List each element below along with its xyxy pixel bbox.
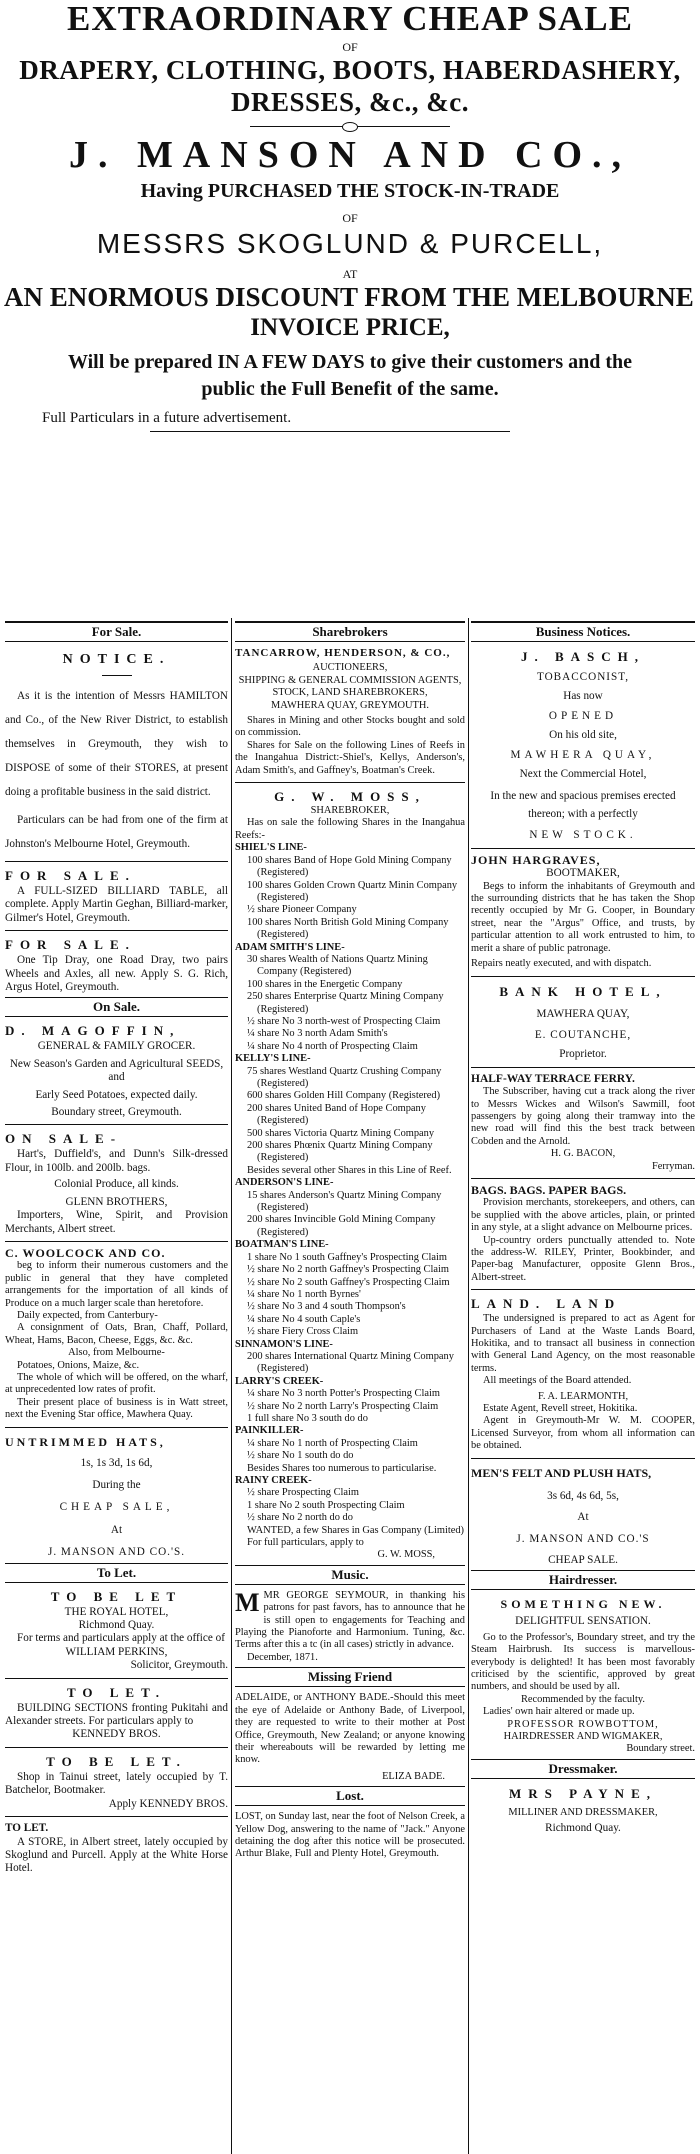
tancarrow-body-2: Shares for Sale on the following Lines of Reefs in the Inangahua District:-Shiel's, Kellys, Anderson's, Adam Smith's, and Gaffney's, Boatman's Creek. — [235, 739, 465, 776]
to-be-let-title-2: TO BE LET. — [46, 1753, 187, 1769]
section-on-sale: On Sale. — [5, 997, 228, 1017]
divider — [471, 848, 695, 849]
drop-cap: M — [235, 1587, 260, 1617]
music-date: December, 1871. — [247, 1651, 318, 1663]
woolcock-title: C. WOOLCOCK AND CO. — [5, 1245, 166, 1260]
anderson-list — [235, 1190, 465, 1240]
section-missing-friend: Missing Friend — [235, 1667, 465, 1687]
share-item: ½ share No 3 and 4 south Thompson's — [247, 1301, 406, 1313]
dray-body: One Tip Dray, one Road Dray, two pairs Wheels and Axles, all new. Apply S. G. Rich, Argus Hotel, Greymouth. — [5, 954, 228, 994]
banner-of-2: OF — [342, 211, 358, 225]
basch-next: Next the Commercial Hotel, — [519, 768, 647, 781]
ferry-body: The Subscriber, having cut a track along the river to Messrs Wickes and Wilson's Sawmill, foot passengers by going along their tramway into the new road will find this the best track between Cobden and the Arnold. — [471, 1086, 695, 1147]
adam-head: ADAM SMITH'S LINE- — [235, 941, 345, 953]
billiard-ad — [5, 867, 228, 925]
lost-body: LOST, on Sunday last, near the foot of Nelson Creek, a Yellow Dog, answering to the name of "Jack." Anyone detaining the dog after this notice will be prosecuted. Arthur Blake, Full and Plenty Hotel, Greymouth. — [235, 1811, 465, 1860]
divider — [235, 782, 465, 783]
banner-at: AT — [342, 267, 358, 281]
tancarrow-ad — [235, 647, 465, 777]
notice-body-2: Particulars can be had from one of the firm at Johnston's Melbourne Hotel, Greymouth. — [5, 814, 228, 850]
share-item: 100 shares Band of Hope Gold Mining Company (Registered) — [247, 854, 452, 879]
divider — [5, 930, 228, 931]
on-sale-body-2: Colonial Produce, all kinds. — [54, 1178, 179, 1191]
divider — [471, 1178, 695, 1179]
share-item: ¼ share No 4 north of Prospecting Claim — [247, 1040, 418, 1052]
basch-body: In the new and spacious premises erected thereon; with a perfectly — [490, 790, 676, 821]
bank-hotel-title: BANK HOTEL, — [499, 983, 667, 999]
tancarrow-body-1: Shares in Mining and other Stocks bought and sold on commission. — [235, 715, 465, 739]
missing-ad — [235, 1692, 465, 1783]
basch-opened: OPENED — [548, 709, 618, 722]
boatman-head: BOATMAN'S LINE- — [235, 1239, 329, 1251]
divider — [5, 1747, 228, 1748]
divider — [5, 1678, 228, 1679]
music-body: MR GEORGE SEYMOUR, in thanking his patrons for past favors, has to announce that he is still open to engagements for Teaching and Playing the Pianoforte and Harmonium. Tuning, &c. Terms after this a tc (in all cases) strictly in advance. — [235, 1589, 465, 1651]
share-item: ½ share No 3 north-west of Prospecting Claim — [247, 1015, 441, 1027]
share-item: ¼ share No 3 north Adam Smith's — [247, 1028, 388, 1040]
share-item: ½ share No 2 north do do — [247, 1512, 353, 1524]
sinnamon-list — [235, 1351, 465, 1376]
royal-hotel-quay: Richmond Quay. — [78, 1619, 155, 1632]
hair-name: PROFESSOR ROWBOTTOM, — [507, 1718, 659, 1730]
shiel-head: SHIEL'S LINE- — [235, 842, 307, 854]
for-sale-title-1: FOR SALE. — [5, 868, 136, 883]
divider — [5, 861, 228, 862]
classified-columns — [0, 618, 700, 2154]
perkins-name: WILLIAM PERKINS, — [65, 1645, 168, 1658]
dray-ad — [5, 936, 228, 994]
bank-hotel-quay: MAWHERA QUAY, — [536, 1007, 630, 1020]
basch-sub: TOBACCONIST, — [536, 671, 630, 683]
share-item: 75 shares Westland Quartz Crushing Company (Registered) — [247, 1065, 442, 1089]
moss-title: G. W. MOSS, — [274, 789, 426, 805]
share-item: 1 share No 1 south Gaffney's Prospecting Claim — [247, 1251, 447, 1263]
woolcock-body: beg to inform their numerous customers and the public in general that they have completed arrangements for the importation of all kinds of Produce on a much larger scale than heretofore. — [5, 1260, 228, 1309]
section-lost: Lost. — [235, 1786, 465, 1806]
share-item: 250 shares Enterprise Quartz Mining Company (Registered) — [247, 991, 444, 1015]
hair-body: Go to the Professor's, Boundary street, and try the Steam Hairbrush. Its success is marvellous-everybody is delighted! It has been most favorably criticised by the scientific, approved by great numbers, and should be used by all. — [471, 1631, 695, 1693]
bags-body-2: Up-country orders punctually attended to. Note the address-W. RILEY, Printer, Bookbinder, and Paper-bag Manufacturer, opposite Glenn Bros., Albert-street. — [471, 1234, 695, 1283]
divider — [5, 1427, 228, 1428]
adam-list — [235, 954, 465, 1053]
kennedy-name-2: Apply KENNEDY BROS. — [108, 1797, 228, 1810]
moss-sign: G. W. MOSS, — [377, 1549, 435, 1561]
tancarrow-addr: MAWHERA QUAY, GREYMOUTH. — [271, 699, 429, 711]
share-item: ½ share No 2 south Gaffney's Prospecting Claim — [247, 1276, 450, 1288]
moss-sub: SHAREBROKER, — [310, 805, 390, 817]
banner-invoice: INVOICE PRICE, — [250, 314, 450, 341]
share-item: ¼ share No 3 north Potter's Prospecting Claim — [247, 1388, 440, 1400]
divider — [5, 1241, 228, 1242]
banner-of: OF — [342, 40, 358, 54]
tancarrow-sub-1: AUCTIONEERS, — [312, 662, 388, 674]
bank-hotel-role: Proprietor. — [559, 1048, 607, 1061]
felt-hats-ad — [471, 1464, 695, 1568]
share-item: ½ share Fiery Cross Claim — [247, 1326, 359, 1338]
hair-sub: DELIGHTFUL SENSATION. — [515, 1615, 651, 1628]
divider — [471, 976, 695, 977]
hargraves-body: Begs to inform the inhabitants of Greymouth and the surrounding districts that he has taken the Shop recently occupied by Mr G. Cooper, in Boundary street, near the "Argus" Office, and trusts, by particular attention to all work entrusted to him, to merit a share of public patronage. — [471, 880, 695, 954]
hargraves-title: JOHN HARGRAVES, — [471, 852, 601, 867]
share-item: 100 shares Golden Crown Quartz Minin Company (Registered) — [247, 879, 458, 903]
land-body: The undersigned is prepared to act as Agent for Purchasers of Land at the Waste Lands Board, Hokitika, and to transact all business in connection with General Land Agency, on the most reasonable terms. — [471, 1313, 695, 1374]
rainy-head: RAINY CREEK- — [235, 1475, 312, 1486]
lost-ad — [235, 1811, 465, 1861]
felt-hats-prices: 3s 6d, 4s 6d, 5s, — [547, 1489, 619, 1502]
music-ad — [235, 1587, 465, 1664]
shiel-list — [235, 855, 465, 942]
boatman-list — [235, 1252, 465, 1339]
banner-firm: J. MANSON AND CO., — [68, 134, 632, 176]
woolcock-body-3: Potatoes, Onions, Maize, &c. — [17, 1359, 140, 1371]
ferry-title: HALF-WAY TERRACE FERRY. — [471, 1072, 635, 1085]
woolcock-body-5: Their present place of business is in Watt street, next the Evening Star office, Mawhera Quay. — [5, 1396, 228, 1421]
banner-will-2: public the Full Benefit of the same. — [201, 378, 499, 400]
sale-banner — [0, 0, 700, 432]
share-item: Besides Shares too numerous to particularise. — [247, 1462, 437, 1474]
shop-body: Shop in Tainui street, lately occupied by T. Batchelor, Bootmaker. — [5, 1770, 228, 1797]
share-item: 500 shares Victoria Quartz Mining Company — [247, 1127, 435, 1139]
section-business-notices: Business Notices. — [471, 621, 695, 642]
land-name: F. A. LEARMONTH, — [537, 1390, 629, 1402]
divider — [5, 1124, 228, 1125]
share-item: ¼ share No 1 north Byrnes' — [247, 1288, 361, 1300]
building-sections-ad — [5, 1684, 228, 1742]
tancarrow-sub-2: SHIPPING & GENERAL COMMISSION AGENTS, — [238, 674, 462, 686]
missing-body: ADELAIDE, or ANTHONY BADE.-Should this meet the eye of Adelaide or Anthony Bade, of Liverpool, they are requested to write to their mother at Post Office, Greymouth, New Zealand; or anyone knowing their whereabouts will be rewarded by letting me know. — [235, 1692, 465, 1766]
share-item: ½ share No 2 north Larry's Prospecting Claim — [247, 1400, 439, 1412]
to-let-title: TO LET. — [66, 1684, 167, 1700]
royal-hotel-ad — [5, 1588, 228, 1673]
share-item: 200 shares United Band of Hope Company (Registered) — [247, 1102, 426, 1127]
land-title: LAND. LAND — [471, 1296, 622, 1312]
painkiller-head: PAINKILLER- — [235, 1425, 304, 1437]
woolcock-body-4: The whole of which will be offered, on the wharf, at unprecedented low rates of profit. — [5, 1371, 228, 1396]
kelly-head: KELLY'S LINE- — [235, 1053, 311, 1065]
notice-title: NOTICE. — [62, 652, 171, 667]
banner-discount: AN ENORMOUS DISCOUNT FROM THE MELBOURNE — [4, 282, 694, 312]
divider — [471, 1458, 695, 1459]
share-item: ¼ share No 1 north of Prospecting Claim — [247, 1437, 418, 1449]
on-sale-body: Hart's, Duffield's, and Dunn's Silk-dressed Flour, in 100lb. and 200lb. bags. — [5, 1148, 228, 1174]
land-ad — [471, 1295, 695, 1452]
land-meet: All meetings of the Board attended. — [483, 1375, 632, 1387]
on-sale-title: ON SALE- — [5, 1131, 123, 1147]
to-let-title-2: TO LET. — [5, 1822, 49, 1835]
section-hairdresser: Hairdresser. — [471, 1570, 695, 1590]
banner-having: Having PURCHASED THE STOCK-IN-TRADE — [140, 180, 560, 202]
dress-title: MRS PAYNE, — [508, 1785, 657, 1801]
kennedy-name: KENNEDY BROS. — [72, 1728, 161, 1741]
painkiller-list — [235, 1438, 465, 1475]
dress-role: MILLINER AND DRESSMAKER, — [508, 1806, 658, 1818]
hair-addr: Boundary street. — [626, 1743, 695, 1755]
felt-hats-firm: J. MANSON AND CO.'S — [516, 1532, 650, 1545]
banner-rule — [150, 431, 510, 432]
divider — [5, 1816, 228, 1817]
land-agent: Agent in Greymouth-Mr W. M. COOPER, Licensed Surveyor, from whom all information can be obtained. — [471, 1415, 695, 1452]
share-item: 1 share No 2 south Prospecting Claim — [247, 1499, 405, 1511]
moss-wanted: WANTED, a few Shares in Gas Company (Limited) — [247, 1524, 464, 1536]
share-item: ½ share No 1 south do do — [247, 1450, 354, 1462]
divider — [471, 1289, 695, 1290]
larry-head: LARRY'S CREEK- — [235, 1375, 324, 1387]
hargraves-sub: BOOTMAKER, — [546, 867, 620, 880]
section-sharebrokers: Sharebrokers — [235, 621, 465, 642]
bags-title: BAGS. BAGS. PAPER BAGS. — [471, 1182, 627, 1197]
ornament-rule — [250, 126, 450, 127]
hargraves-repairs: Repairs neatly executed, and with dispatch. — [471, 958, 652, 970]
magoffin-sub: GENERAL & FAMILY GROCER. — [37, 1040, 196, 1053]
magoffin-title: D. MAGOFFIN, — [5, 1023, 181, 1039]
hair-body-3: Ladies' own hair altered or made up. — [483, 1706, 635, 1718]
store-ad — [5, 1822, 228, 1876]
section-music: Music. — [235, 1565, 465, 1585]
divider — [471, 1067, 695, 1068]
ferry-ad — [471, 1073, 695, 1173]
share-item: 15 shares Anderson's Quartz Mining Company (Registered) — [247, 1189, 442, 1214]
hats-title: UNTRIMMED HATS, — [5, 1434, 166, 1449]
section-dressmaker: Dressmaker. — [471, 1759, 695, 1779]
hair-title: SOMETHING NEW. — [500, 1597, 666, 1612]
bank-hotel-ad — [471, 982, 695, 1062]
billiard-body: A FULL-SIZED BILLIARD TABLE, all complete. Apply Martin Geghan, Billiard-marker, Gilmer's Hotel, Greymouth. — [5, 885, 228, 924]
column-2 — [235, 618, 465, 2154]
bags-ad — [471, 1184, 695, 1284]
share-item: ¼ share No 4 south Caple's — [247, 1313, 361, 1325]
bank-hotel-name: E. COUTANCHE, — [534, 1028, 632, 1041]
hats-firm: J. MANSON AND CO.'S. — [47, 1546, 186, 1559]
glenn-addr: Importers, Wine, Spirit, and Provision Merchants, Albert street. — [5, 1209, 228, 1235]
moss-full: For full particulars, apply to — [247, 1537, 364, 1549]
to-be-let-title: TO BE LET — [50, 1588, 183, 1604]
ferry-role: Ferryman. — [652, 1160, 695, 1172]
column-1 — [5, 618, 228, 2154]
rainy-list — [235, 1487, 465, 1524]
dress-addr: Richmond Quay. — [545, 1822, 621, 1835]
store-body: A STORE, in Albert street, lately occupied by Skoglund and Purcell. Apply at the White Horse Hotel. — [5, 1835, 228, 1875]
share-item: 200 shares Invincible Gold Mining Company (Registered) — [247, 1214, 436, 1238]
woolcock-body-2: A consignment of Oats, Bran, Chaff, Pollard, Wheat, Hams, Bacon, Cheese, Eggs, &c. &c. — [5, 1322, 228, 1346]
moss-intro: Has on sale the following Shares in the Inangahua Reefs:- — [235, 817, 465, 841]
banner-goods-2: DRESSES, &c., &c. — [230, 87, 469, 117]
tancarrow-sub-3: STOCK, LAND SHAREBROKERS, — [272, 687, 428, 699]
for-sale-title-2: FOR SALE. — [5, 937, 136, 953]
basch-quay: MAWHERA QUAY, — [510, 748, 656, 761]
shop-ad — [5, 1753, 228, 1811]
building-sections-body: BUILDING SECTIONS fronting Pukitahi and Alexander streets. For particulars apply to — [5, 1701, 228, 1728]
short-rule — [102, 675, 132, 676]
hair-role: HAIRDRESSER AND WIGMAKER, — [503, 1730, 663, 1742]
share-item: 100 shares in the Energetic Company — [247, 978, 403, 990]
felt-hats-sale: CHEAP SALE. — [548, 1553, 618, 1566]
felt-hats-at: At — [577, 1511, 589, 1524]
hair-body-2: Recommended by the faculty. — [521, 1693, 645, 1705]
magoffin-addr: Boundary street, Greymouth. — [51, 1106, 182, 1119]
royal-hotel-body: For terms and particulars apply at the office of — [17, 1632, 225, 1645]
moss-ad — [235, 788, 465, 1562]
glenn-ad — [5, 1130, 228, 1235]
share-item: ½ share Pioneer Company — [247, 904, 357, 916]
felt-hats-title: MEN'S FELT AND PLUSH HATS, — [471, 1465, 652, 1480]
magoffin-body: New Season's Garden and Agricultural SEEDS, and — [9, 1057, 224, 1084]
basch-old: On his old site, — [549, 729, 617, 742]
woolcock-ad — [5, 1247, 228, 1422]
share-item: ½ share Prospecting Claim — [247, 1487, 359, 1499]
ferry-name: H. G. BACON, — [550, 1148, 616, 1160]
magoffin-body-2: Early Seed Potatoes, expected daily. — [35, 1088, 198, 1101]
share-item: Besides several other Shares in this Line of Reef. — [247, 1164, 452, 1176]
hats-sale: CHEAP SALE, — [59, 1501, 174, 1514]
missing-sign: ELIZA BADE. — [382, 1770, 445, 1782]
share-item: 200 shares International Quartz Mining Company (Registered) — [247, 1350, 454, 1375]
land-addr: Estate Agent, Revell street, Hokitika. — [483, 1403, 638, 1415]
hats-during: During the — [92, 1479, 141, 1491]
banner-headline: EXTRAORDINARY CHEAP SALE — [67, 0, 633, 38]
share-item: 30 shares Wealth of Nations Quartz Mining Company (Registered) — [247, 953, 428, 978]
hats-at: At — [110, 1523, 123, 1536]
notice-body: As it is the intention of Messrs HAMILTON and Co., of the New River District, to establish themselves in Greymouth, they wish to DISPOSE of some of their STORES, at present doing a profitable business in the said district. — [5, 690, 228, 798]
royal-hotel-name: THE ROYAL HOTEL, — [64, 1605, 169, 1618]
banner-will-1: Will be prepared IN A FEW DAYS to give their customers and the — [67, 351, 633, 373]
section-for-sale: For Sale. — [5, 621, 228, 642]
bags-body: Provision merchants, storekeepers, and others, can be supplied with the above articles, plain, or printed in any style, at a slight advance on Melbourne prices. — [471, 1197, 695, 1234]
anderson-head: ANDERSON'S LINE- — [235, 1177, 334, 1189]
share-item: ½ share No 2 north Gaffney's Prospecting Claim — [247, 1264, 449, 1276]
share-item: 600 shares Golden Hill Company (Registered) — [247, 1090, 441, 1102]
share-item: 1 full share No 3 south do do — [247, 1412, 368, 1424]
share-item: 100 shares North British Gold Mining Company (Registered) — [247, 916, 449, 941]
basch-stock: NEW STOCK. — [529, 829, 637, 842]
basch-has: Has now — [563, 690, 603, 703]
glenn-firm: GLENN BROTHERS, — [65, 1195, 168, 1208]
column-3 — [471, 618, 695, 2154]
section-to-let: To Let. — [5, 1563, 228, 1583]
basch-title: J. BASCH, — [520, 649, 646, 664]
hats-ad — [5, 1433, 228, 1560]
larry-list — [235, 1388, 465, 1425]
tancarrow-title: TANCARROW, HENDERSON, & CO., — [235, 647, 451, 659]
hats-prices: 1s, 1s 3d, 1s 6d, — [80, 1456, 153, 1469]
kelly-list — [235, 1066, 465, 1178]
banner-full-particulars: Full Particulars in a future advertisement. — [42, 410, 292, 426]
share-item: 200 shares Phœnix Quartz Mining Company (Registered) — [247, 1140, 433, 1164]
basch-ad — [471, 647, 695, 843]
hargraves-ad — [471, 854, 695, 971]
woolcock-daily: Daily expected, from Canterbury- — [17, 1309, 158, 1321]
dressmaker-ad — [471, 1784, 695, 1836]
notice-ad — [5, 647, 228, 856]
banner-goods: DRAPERY, CLOTHING, BOOTS, HABERDASHERY, — [19, 55, 681, 85]
perkins-role: Solicitor, Greymouth. — [130, 1659, 228, 1672]
magoffin-ad — [5, 1022, 228, 1119]
hairdresser-ad — [471, 1595, 695, 1755]
banner-messrs: MESSRS SKOGLUND & PURCELL, — [96, 228, 604, 259]
sinnamon-head: SINNAMON'S LINE- — [235, 1338, 333, 1350]
woolcock-also: Also, from Melbourne- — [68, 1347, 165, 1359]
